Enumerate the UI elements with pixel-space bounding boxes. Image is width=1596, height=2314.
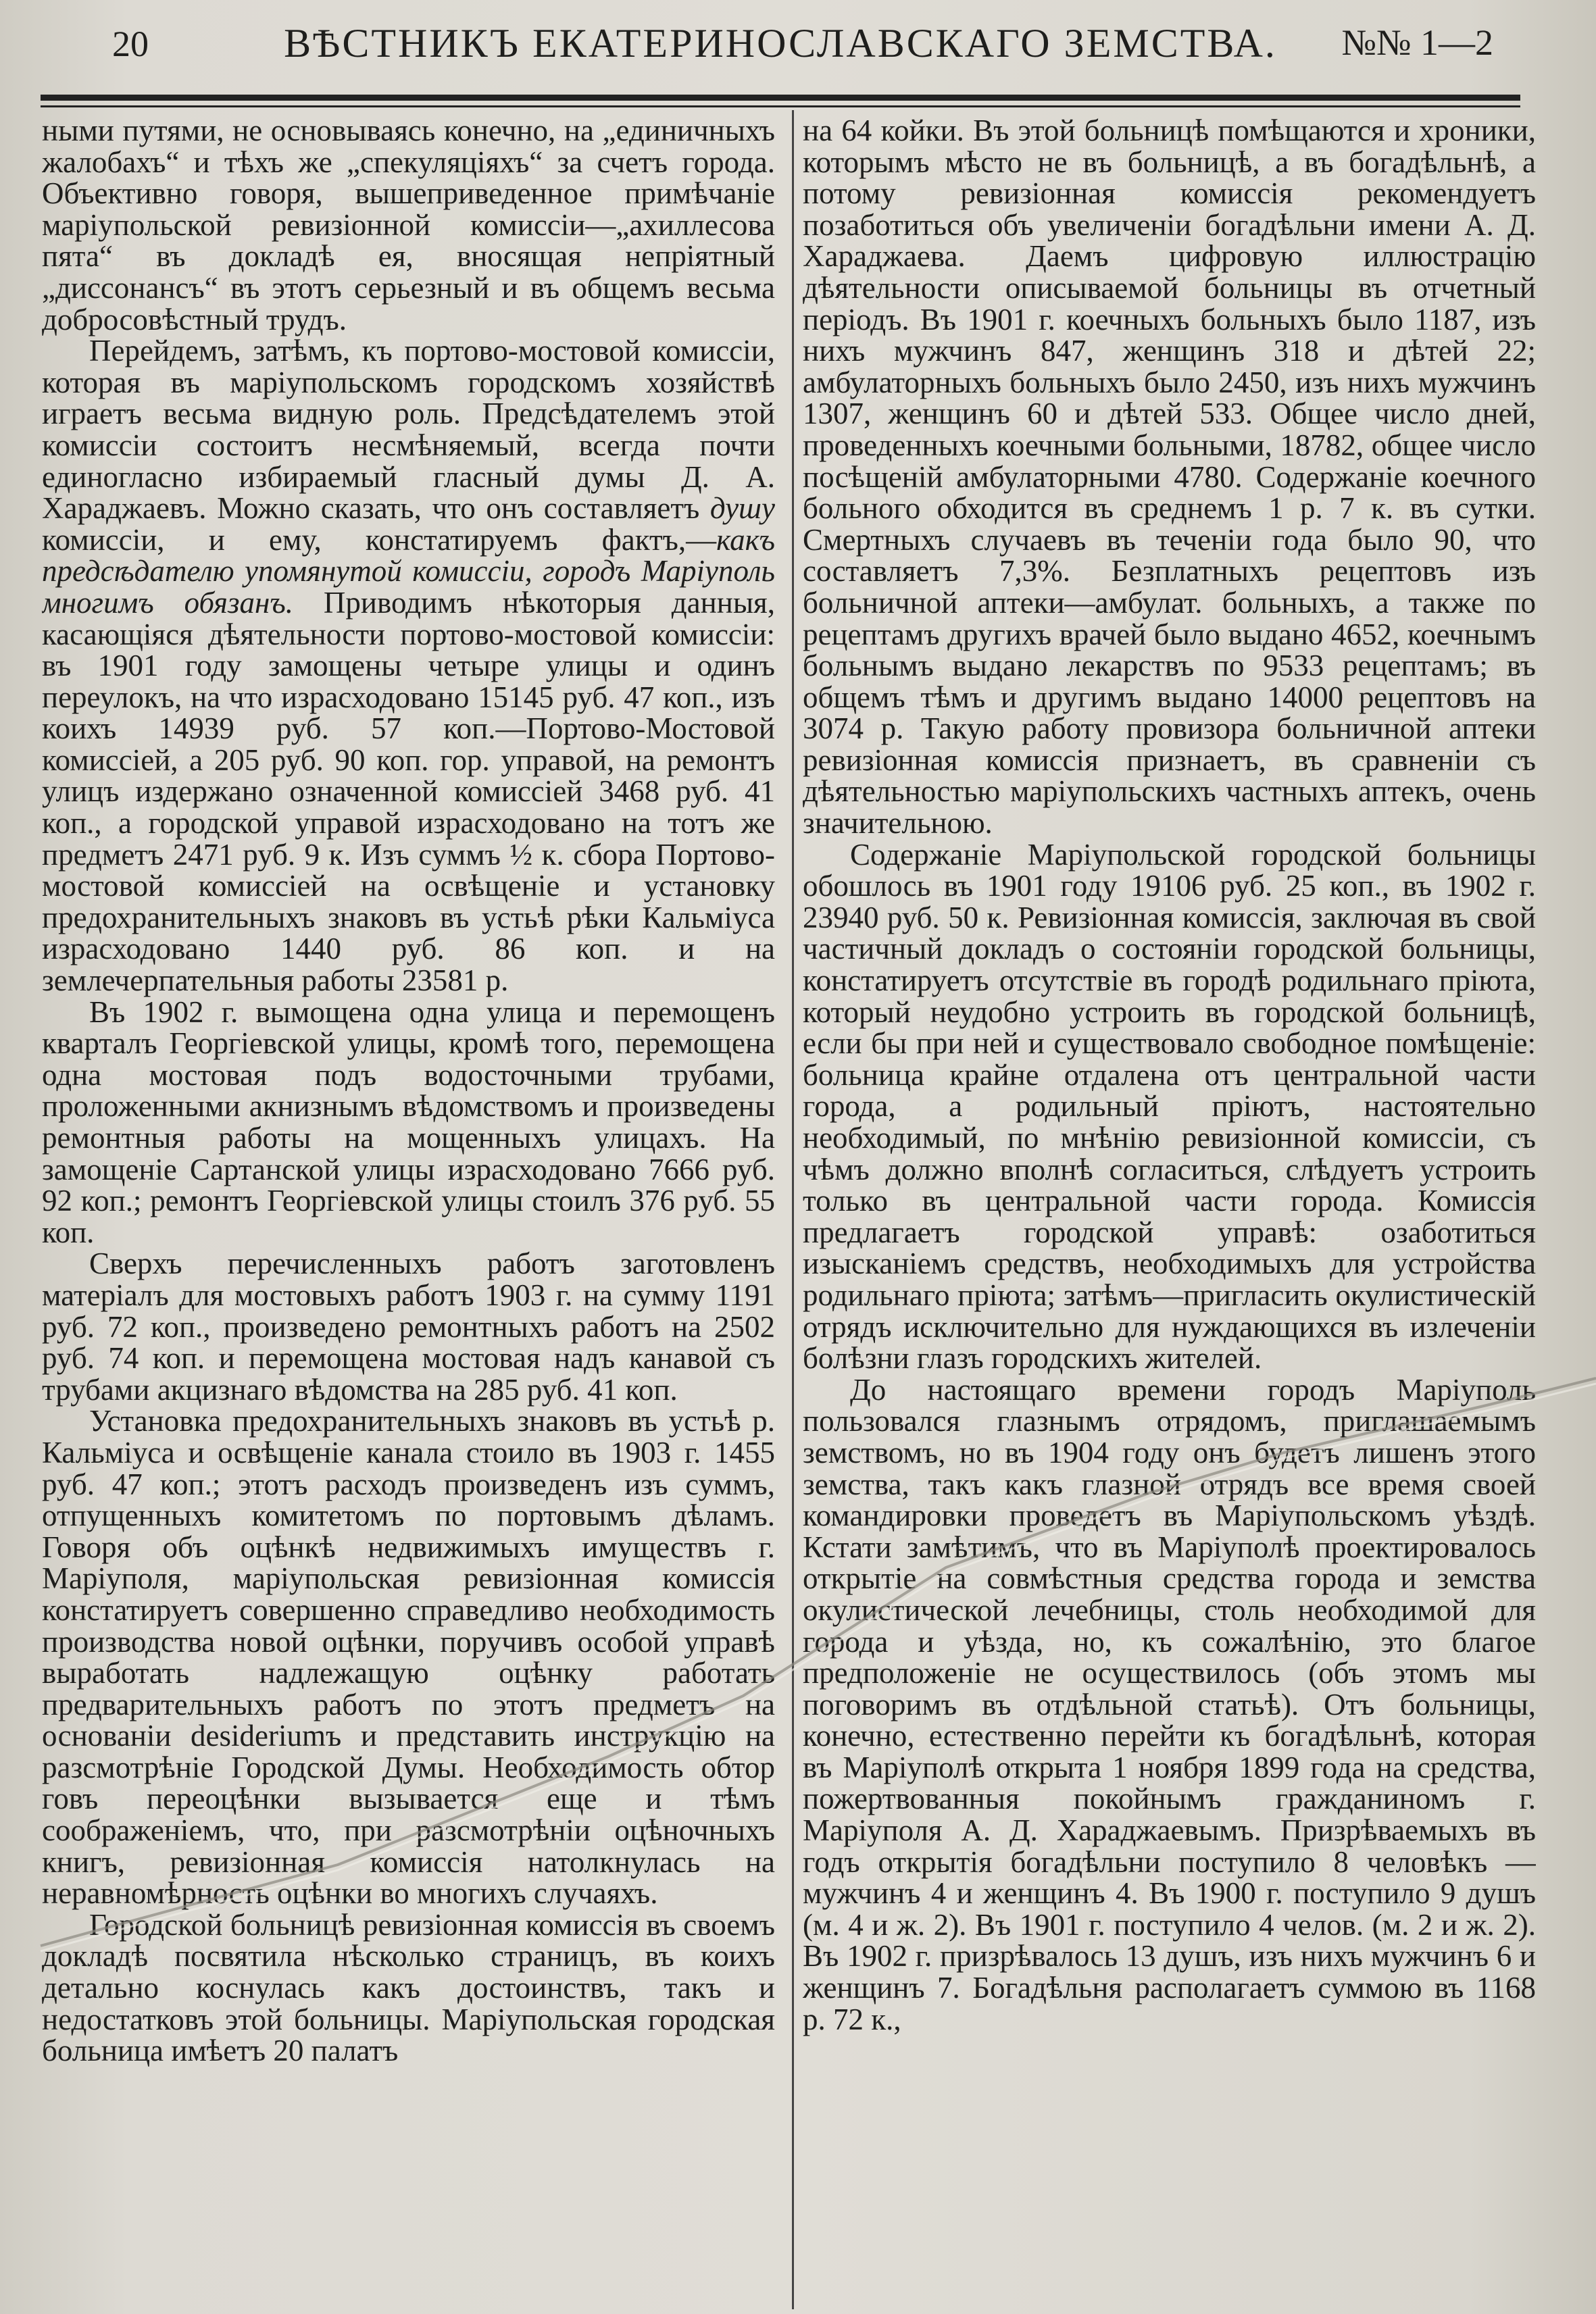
header-rule-thick — [41, 95, 1520, 101]
left-paragraph-2-emphasis-obliged: какъ предсѣдателю упомянутой комиссіи, городъ Маріуполь многимъ обязанъ. — [42, 522, 775, 620]
right-column — [803, 115, 1536, 2307]
left-paragraph-5: Установка предохранительныхъ знаковъ въ устьѣ р. Кальміуса и освѣщеніе канала стоило въ 1903 г. 1455 руб. 47 коп.; этотъ расходъ произведенъ изъ суммъ, отпущенныхъ комитетомъ по портовымъ дѣламъ. Говоря объ оцѣнкѣ недвижимыхъ имуществъ г. Маріуполя, маріупольская ревизіонная комиссія констатируетъ совершенно справедливо необходимость производства новой оцѣнки, поручивъ особой управѣ выработать надлежащую оцѣнку работать предварительныхъ работъ по этотъ предметъ на основаніи desideriumъ и представить инструкцію на разсмотрѣніе Городской Думы. Необходимость обтор говъ переоцѣнки вызывается еще и тѣмъ соображеніемъ, что, при разсмотрѣніи оцѣночныхъ книгъ, ревизіонная комиссія натолкнулась на неравномѣрность оцѣнки во многихъ случаяхъ. — [42, 1404, 775, 1911]
left-paragraph-4: Сверхъ перечисленныхъ работъ заготовленъ матеріалъ для мостовыхъ работъ 1903 г. на сумму 1191 руб. 72 коп., произведено ремонтныхъ работъ на 2502 руб. 74 коп. и перемощена мостовая надъ канавой съ трубами акцизнаго вѣдомства на 285 руб. 41 коп. — [42, 1247, 775, 1407]
left-paragraph-2-text-a: Перейдемъ, затѣмъ, къ портово-мостовой комиссіи, которая въ маріупольскомъ городскомъ хозяйствѣ играетъ весьма видную роль. Предсѣдателемъ этой комиссіи состоитъ несмѣняемый, всегда почти единогласно избираемый гласный думы Д. А. Хараджаевъ. Можно сказать, что онъ составляетъ — [42, 334, 775, 526]
left-paragraph-2 — [42, 335, 775, 996]
page-header — [41, 15, 1520, 69]
right-paragraph-1: на 64 койки. Въ этой больницѣ помѣщаются и хроники, которымъ мѣсто не въ больницѣ, а въ богадѣльнѣ, а потому ревизіонная комиссія рекомендуетъ позаботиться объ увеличеніи богадѣльни имени А. Д. Хараджаева. Даемъ цифровую иллюстрацію дѣятельности описываемой больницы въ отчетный періодъ. Въ 1901 г. коечныхъ больныхъ было 1187, изъ нихъ мужчинъ 847, женщинъ 318 и дѣтей 22; амбулаторныхъ больныхъ было 2450, изъ нихъ мужчинъ 1307, женщинъ 60 и дѣтей 533. Общее число дней, проведенныхъ коечными больными, 18782, общее число посѣщеній амбулаторными 4780. Содержаніе коечного больного обходится въ среднемъ 1 р. 7 к. въ сутки. Смертныхъ случаевъ въ теченіи года было 90, что составляетъ 7,3%. Безплатныхъ рецептовъ изъ больничной аптеки—амбулат. больныхъ, а также по рецептамъ другихъ врачей было выдано 4652, коечнымъ больнымъ выдано лекарствъ по 9533 рецептамъ; въ общемъ тѣмъ и другимъ выдано 14000 рецептовъ на 3074 р. Такую работу провизора больничной аптеки ревизіонная комиссія признаетъ, въ сравненіи съ дѣятельностью маріупольскихъ частныхъ аптекъ, очень значительною. — [803, 115, 1536, 840]
page-number: 20 — [112, 24, 149, 64]
issue-number: №№ 1—2 — [1341, 22, 1493, 63]
left-paragraph-6: Городской больницѣ ревизіонная комиссія въ своемъ докладѣ посвятила нѣсколько страницъ, въ коихъ детально коснулась какъ достоинствъ, такъ и недостатковъ этой больницы. Маріупольская городская больница имѣетъ 20 палатъ — [42, 1907, 775, 2068]
right-paragraph-3: До настоящаго времени городъ Маріуполь пользовался глазнымъ отрядомъ, приглашаемымъ земствомъ, но въ 1904 году онъ будетъ лишенъ этого земства, такъ какъ глазной отрядъ все время своей командировки проведетъ въ Маріупольскомъ уѣздѣ. Кстати замѣтимъ, что въ Маріуполѣ проектировалось открытіе на совмѣстныя средства города и земства окулистической лечебницы, столь необходимой для города и уѣзда, но, къ сожалѣнію, это благое предположеніе не осуществилось (объ этомъ мы поговоримъ въ отдѣльной статьѣ). Отъ больницы, конечно, естественно перейти къ богадѣльнѣ, которая въ Маріуполѣ открыта 1 ноября 1899 года на средства, пожертвованныя покойнымъ гражданиномъ г. Маріуполя А. Д. Хараджаевымъ. Призрѣваемыхъ въ годъ открытія богадѣльни поступило 8 человѣкъ —мужчинъ 4 и женщинъ 4. Въ 1900 г. поступило 9 душъ (м. 4 и ж. 2). Въ 1901 г. поступило 4 челов. (м. 2 и ж. 2). Въ 1902 г. призрѣвалось 13 душъ, изъ нихъ мужчинъ 6 и женщинъ 7. Богадѣльня располагаетъ суммою въ 1168 р. 72 к., — [803, 1372, 1536, 2036]
left-paragraph-3: Въ 1902 г. вымощена одна улица и перемощенъ кварталъ Георгіевской улицы, кромѣ того, перемощена одна мостовая подъ водосточными трубами, проложенными акнизнымъ вѣдомствомъ и произведены ремонтныя работы на мощенныхъ улицахъ. На замощеніе Сартанской улицы израсходовано 7666 руб. 92 коп.; ремонтъ Георгіевской улицы стоилъ 376 руб. 55 коп. — [42, 995, 775, 1249]
right-paragraph-2: Содержаніе Маріупольской городской больницы обошлось въ 1901 году 19106 руб. 25 коп., въ 1902 г. 23940 руб. 50 к. Ревизіонная комиссія, заключая въ свой частичный докладъ о состояніи городской больницы, констатируетъ отсутствіе въ городѣ родильнаго пріюта, который неудобно устроить въ городской больницѣ, если бы при ней и существовало свободное помѣщеніе: больница крайне отдалена отъ центральной части города, а родильный пріютъ, настоятельно необходимый, по мнѣнію ревизіонной комиссіи, съ чѣмъ должно вполнѣ согласиться, слѣдуетъ устроить только въ центральной части города. Комиссія предлагаетъ городской управѣ: озаботиться изысканіемъ средствъ, необходимыхъ для устройства родильнаго пріюта; затѣмъ—пригласить окулистическій отрядъ исключительно для нуждающихся въ излеченіи болѣзни глазъ городскихъ жителей. — [803, 837, 1536, 1376]
left-paragraph-2-text-c: комиссіи, и ему, констатируемъ фактъ,— — [42, 522, 717, 557]
left-column — [42, 115, 775, 2307]
left-paragraph-1: ными путями, не основываясь конечно, на „единичныхъ жалобахъ“ и тѣхъ же „спекуляціяхъ“ за счетъ города. Объективно говоря, вышеприведенное примѣчаніе маріупольской ревизіонной комиссіи—„ахиллесова пята“ въ докладѣ ея, вносящая непріятный „диссонансъ“ въ этотъ серьезный и въ общемъ весьма добросовѣстный трудъ. — [42, 115, 775, 336]
left-paragraph-2-text-e: Приводимъ нѣкоторыя данныя, касающіяся дѣятельности портово-мостовой комиссіи: въ 1901 году замощены четыре улицы и одинъ переулокъ, на что израсходовано 15145 руб. 47 коп., изъ коихъ 14939 руб. 57 коп.—Портово-Мостовой комиссіей, а 205 руб. 90 коп. гор. управой, на ремонтъ улицъ издержано означенной комиссіей 3468 руб. 41 коп., а городской управой израсходовано на тотъ же предметъ 2471 руб. 9 к. Изъ суммъ ½ к. сбора Портово-мостовой комиссіей на освѣщеніе и установку предохранительныхъ знаковъ въ устьѣ рѣки Кальміуса израсходовано 1440 руб. 86 коп. и на землечерпательныя работы 23581 р. — [42, 585, 775, 998]
left-paragraph-2-emphasis-soul: душу — [709, 491, 775, 526]
journal-title: ВѢСТНИКЪ ЕКАТЕРИНОСЛАВСКАГО ЗЕМСТВА. — [284, 21, 1277, 66]
header-rule-thin — [41, 105, 1520, 107]
column-divider — [792, 110, 794, 2309]
